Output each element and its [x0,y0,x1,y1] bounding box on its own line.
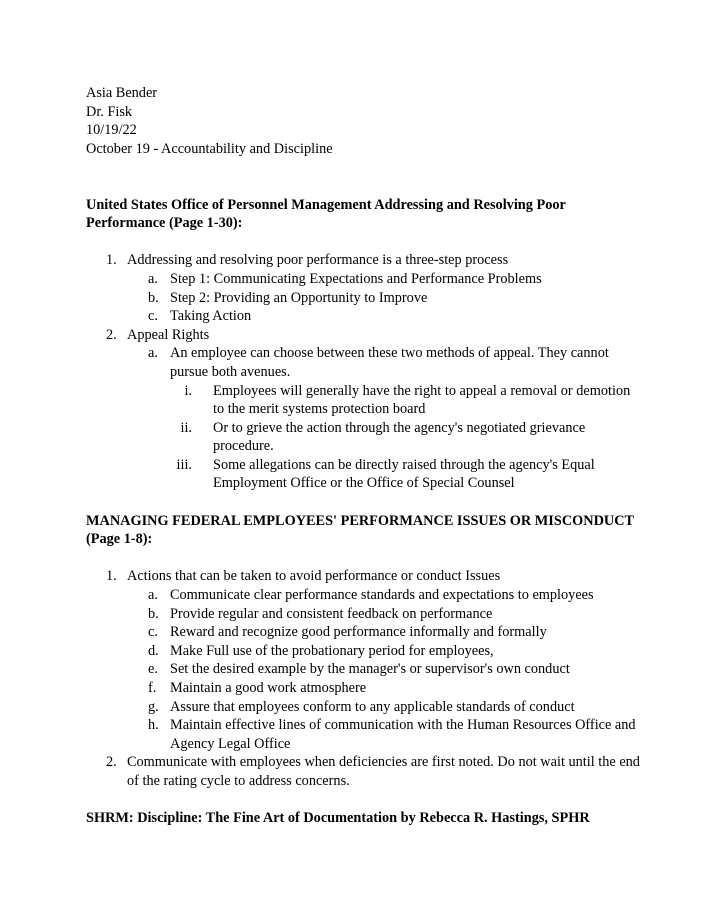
sub-list-item [86,679,646,698]
list-item [86,753,646,790]
list-item [86,326,646,345]
list-number: 2. [106,754,117,771]
roman-list-text: Employees will generally have the right to appeal a removal or demotion [213,382,631,399]
roman-list-item [86,382,646,419]
sub-list-text-cont: Agency Legal Office [170,735,291,752]
document-title: October 19 - Accountability and Discipline [86,140,333,157]
sub-list-letter: g. [148,698,159,715]
list-text: Actions that can be taken to avoid performance or conduct Issues [127,568,501,585]
sub-list-item [86,642,646,661]
sub-list-item [86,605,646,624]
sub-list-letter: f. [148,680,157,696]
sub-list-text: Assure that employees conform to any applicable standards of conduct [170,698,575,715]
sub-list-text: Maintain a good work atmosphere [170,680,367,696]
instructor-name: Dr. Fisk [86,103,133,120]
list-item [86,567,646,586]
section-heading: MANAGING FEDERAL EMPLOYEES' PERFORMANCE ISSUES OR MISCONDUCT [86,512,635,529]
list-text: Appeal Rights [127,326,210,343]
sub-list-item [86,270,646,289]
section-heading-cont: (Page 1-8): [86,531,153,548]
sub-list-letter: d. [148,642,159,659]
sub-list-letter: a. [148,587,158,604]
student-name: Asia Bender [86,85,158,101]
sub-list-item [86,698,646,717]
sub-list-letter: b. [148,289,159,306]
sub-list-letter: b. [148,605,159,622]
sub-list-letter: c. [148,624,158,641]
sub-list-text: Make Full use of the probationary period for employees, [170,642,494,659]
sub-list-text-cont: pursue both avenues. [170,363,291,380]
sub-list-letter: a. [148,345,158,362]
sub-list-letter: c. [148,308,158,325]
roman-list-text: Some allegations can be directly raised through the agency's Equal [213,456,595,473]
roman-numeral: ii. [180,419,192,436]
list-number: 1. [106,568,117,585]
sub-list-item [86,289,646,308]
roman-list-text-cont: to the merit systems protection board [213,401,426,418]
document-date: 10/19/22 [86,122,137,139]
roman-list-text-cont: procedure. [213,438,274,455]
roman-list-text-cont: Employment Office or the Office of Special Counsel [213,475,515,492]
roman-numeral: i. [184,382,192,399]
sub-list-text: Communicate clear performance standards and expectations to employees [170,587,594,604]
sub-list-text: Taking Action [170,308,252,325]
section-heading: United States Office of Personnel Management Addressing and Resolving Poor [86,196,566,213]
sub-list-text: An employee can choose between these two methods of appeal. They cannot [170,345,609,362]
list-item [86,251,646,270]
sub-list-item [86,586,646,605]
sub-list-item [86,623,646,642]
sub-list-text: Maintain effective lines of communication with the Human Resources Office and [170,717,636,734]
sub-list-text: Step 1: Communicating Expectations and Performance Problems [170,270,542,287]
sub-list-letter: a. [148,270,158,287]
roman-list-item [86,419,646,456]
sub-list-item [86,716,646,753]
list-number: 2. [106,326,117,343]
list-text-cont: of the rating cycle to address concerns. [127,772,350,789]
list-number: 1. [106,252,117,269]
document-page [86,84,646,828]
roman-list-item [86,456,646,493]
sub-list-letter: h. [148,717,159,734]
list-text: Addressing and resolving poor performance is a three-step process [127,252,509,269]
section-heading: SHRM: Discipline: The Fine Art of Documentation by Rebecca R. Hastings, SPHR [86,810,590,827]
roman-list-text: Or to grieve the action through the agency's negotiated grievance [213,419,586,436]
sub-list-item [86,307,646,326]
sub-list-text: Set the desired example by the manager's or supervisor's own conduct [170,661,570,678]
sub-list-text: Provide regular and consistent feedback on performance [170,605,493,622]
sub-list-text: Step 2: Providing an Opportunity to Improve [170,289,428,306]
roman-numeral: iii. [176,456,192,473]
sub-list-letter: e. [148,661,158,678]
section-heading-cont: Performance (Page 1-30): [86,215,243,232]
sub-list-item [86,344,646,381]
sub-list-text: Reward and recognize good performance informally and formally [170,624,547,641]
sub-list-item [86,660,646,679]
list-text: Communicate with employees when deficiencies are first noted. Do not wait until the end [127,754,640,771]
